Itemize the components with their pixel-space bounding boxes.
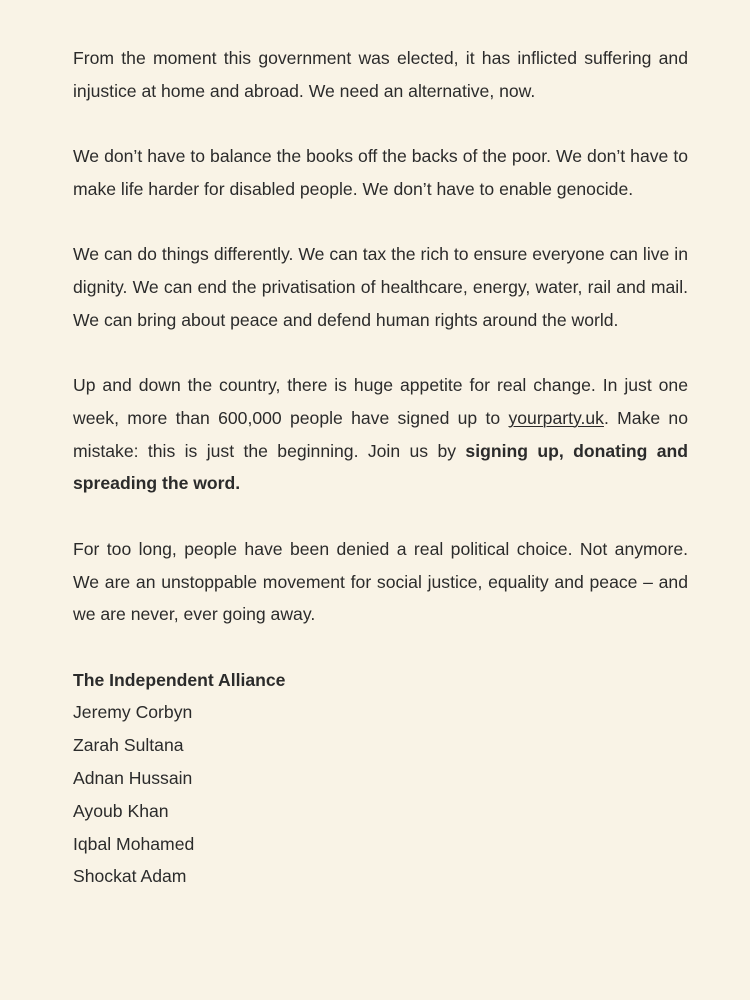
yourparty-link[interactable]: yourparty.uk [508, 407, 604, 428]
paragraph-4-text-start: Up and down the country, there is huge appetite for real change. In just one week, more than 600,000 people have signed up to [73, 375, 688, 428]
signatory-name: Jeremy Corbyn [73, 702, 193, 723]
paragraph-2: We don’t have to balance the books off the backs of the poor. We don’t have to make life harder for disabled people. We don’t have to enable genocide. [73, 146, 688, 199]
paragraph-4 [73, 369, 688, 500]
paragraph-5: For too long, people have been denied a real political choice. Not anymore. We are an unstoppable movement for social justice, equality and peace – and we are never, ever going away. [73, 538, 688, 625]
signature-block [73, 664, 688, 894]
signatory-name: Ayoub Khan [73, 800, 169, 821]
signatory-name: Zarah Sultana [73, 735, 184, 756]
signatory-name: Iqbal Mohamed [73, 833, 195, 854]
paragraph-3: We can do things differently. We can tax the rich to ensure everyone can live in dignity. We can end the privatisation of healthcare, energy, water, rail and mail. We can bring about peace and defend human rights around the world. [73, 244, 688, 330]
signatory-name: Adnan Hussain [73, 768, 193, 789]
call-to-action-bold: signing up, donating and spreading the word. [73, 440, 688, 494]
paragraph-1: From the moment this government was elected, it has inflicted suffering and injustice at home and abroad. We need an alternative, now. [73, 48, 688, 101]
paragraph-4-text-middle: . Make no mistake: this is just the beginning. Join us by [73, 407, 689, 461]
signature-heading: The Independent Alliance [73, 669, 286, 690]
signatory-name: Shockat Adam [73, 866, 187, 887]
